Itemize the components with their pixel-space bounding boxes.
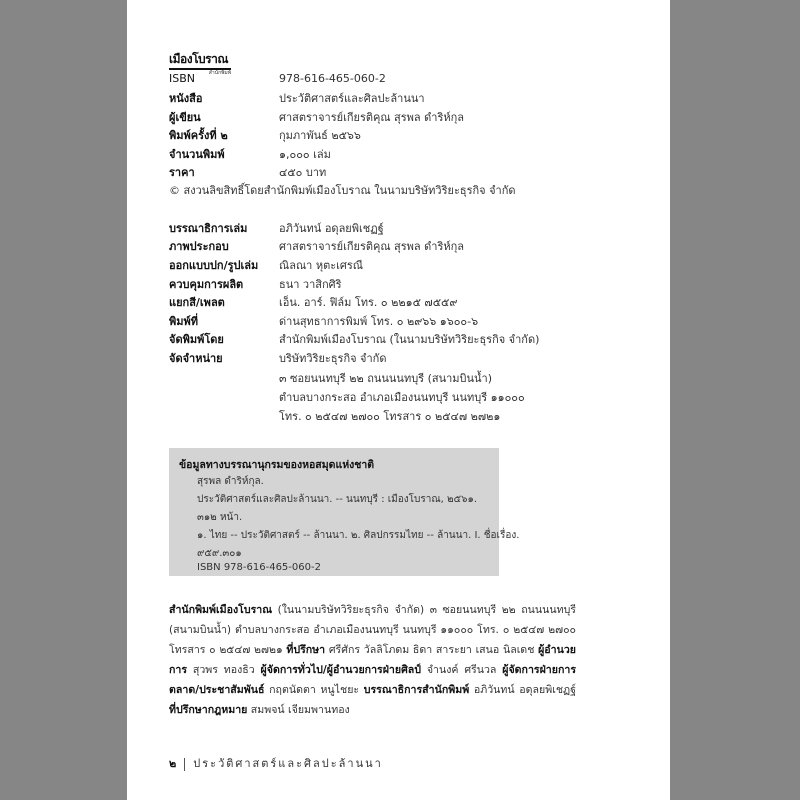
staff-paragraph	[169, 600, 576, 720]
cataloguing-line: ๑. ไทย -- ประวัติศาสตร์ -- ล้านนา. ๒. ศิลปกรรมไทย -- ล้านนา. I. ชื่อเรื่อง.	[197, 530, 520, 541]
copyright-notice: © สงวนลิขสิทธิ์โดยสำนักพิมพ์เมืองโบราณ ในนามบริษัทวิริยะธุรกิจ จำกัด	[169, 184, 516, 197]
credit-label: บรรณาธิการเล่ม	[169, 222, 248, 235]
para-bold: ผู้จัดการฝ่ายการตลาด/ประชาสัมพันธ์	[169, 664, 577, 696]
para-bold: บรรณาธิการสำนักพิมพ์	[363, 684, 470, 696]
cataloguing-line: ISBN 978-616-465-060-2	[197, 562, 321, 573]
info-label: ราคา	[169, 166, 195, 179]
para-text: สมพจน์ เจียมพานทอง	[247, 704, 350, 716]
credit-value: อภิวันทน์ อดุลยพิเชฏฐ์	[279, 222, 384, 235]
credit-value: เอ็น. อาร์. ฟิล์ม โทร. ๐ ๒๒๑๕ ๗๕๕๙	[279, 296, 458, 309]
credit-value: ธนา วาสิกศิริ	[279, 278, 342, 291]
para-text: อภิวันทน์ อดุลยพิเชฏฐ์	[469, 684, 576, 696]
info-label: พิมพ์ครั้งที่ ๒	[169, 129, 228, 142]
info-value: 978-616-465-060-2	[279, 72, 386, 85]
cataloguing-line: ๙๕๙.๓๐๑	[197, 548, 242, 559]
info-label: หนังสือ	[169, 92, 203, 105]
para-bold: สำนักพิมพ์เมืองโบราณ	[169, 604, 273, 616]
page-number: ๒	[169, 757, 177, 770]
book-page	[127, 0, 670, 800]
credit-value: สำนักพิมพ์เมืองโบราณ (ในนามบริษัทวิริยะธุรกิจ จำกัด)	[279, 333, 540, 346]
running-title: ประวัติศาสตร์และศิลปะล้านนา	[193, 757, 383, 770]
info-value: ๑,๐๐๐ เล่ม	[279, 148, 331, 161]
para-text: สุวพร ทองธิว	[187, 664, 261, 676]
cataloguing-box	[169, 448, 520, 576]
info-label: จำนวนพิมพ์	[169, 148, 225, 161]
credit-label: จัดพิมพ์โดย	[169, 333, 224, 346]
cataloguing-line: ๓๑๒ หน้า.	[197, 512, 243, 523]
publisher-logo	[169, 50, 231, 76]
para-bold: ผู้อำนวยการ	[169, 644, 576, 676]
para-text: กฤตนัดตา หนูไชยะ	[264, 684, 364, 696]
credit-label: แยกสี/เพลต	[169, 296, 225, 309]
info-label: ISBN	[169, 72, 196, 85]
footer-divider	[184, 758, 185, 771]
credit-value: ณิลณา หุตะเศรณี	[279, 259, 363, 272]
para-bold: ผู้จัดการทั่วไป/ผู้อำนวยการฝ่ายศิลป์	[260, 664, 422, 676]
credit-label: จัดจำหน่าย	[169, 352, 223, 365]
info-value: ศาสตราจารย์เกียรติคุณ สุรพล ดำริห์กุล	[279, 111, 465, 124]
logo-sub-text: สำนักพิมพ์	[208, 70, 231, 76]
distributor-address-line: ๓ ซอยนนทบุรี ๒๒ ถนนนนทบุรี (สนามบินน้ำ)	[279, 372, 493, 385]
distributor-address-line: ตำบลบางกระสอ อำเภอเมืองนนทบุรี นนทบุรี ๑๑๐๐๐	[279, 391, 525, 404]
page-footer	[169, 754, 383, 772]
distributor-address-line: โทร. ๐ ๒๕๔๗ ๒๗๐๐ โทรสาร ๐ ๒๕๔๗ ๒๗๒๑	[279, 410, 501, 423]
credit-label: พิมพ์ที่	[169, 315, 199, 328]
credit-value: บริษัทวิริยะธุรกิจ จำกัด	[279, 352, 387, 365]
logo-main-text: เมืองโบราณ	[169, 52, 228, 66]
para-text: จำนงค์ ศรีนวล	[421, 664, 503, 676]
credit-label: ภาพประกอบ	[169, 240, 229, 253]
info-value: ประวัติศาสตร์และศิลปะล้านนา	[279, 92, 425, 105]
credit-value: ศาสตราจารย์เกียรติคุณ สุรพล ดำริห์กุล	[279, 240, 465, 253]
info-label: ผู้เขียน	[169, 111, 201, 124]
info-value: กุมภาพันธ์ ๒๕๖๖	[279, 129, 361, 142]
credit-value: ด่านสุทธาการพิมพ์ โทร. ๐ ๒๙๖๖ ๑๖๐๐-๖	[279, 315, 479, 328]
para-bold: ที่ปรึกษากฎหมาย	[169, 704, 248, 716]
cataloguing-heading: ข้อมูลทางบรรณานุกรมของหอสมุดแห่งชาติ	[179, 459, 375, 471]
para-text: ศรีศักร วัลลิโภดม ธิดา สาระยา เสนอ นิลเดช	[325, 644, 539, 656]
para-text: (ในนามบริษัทวิริยะธุรกิจ จำกัด) ๓ ซอยนนทบุรี ๒๒ ถนนนนทบุรี (สนามบินน้ำ) ตำบลบางกระสอ อำเภอเมืองนนทบุรี นนทบุรี ๑๑๐๐๐ โทร. ๐ ๒๕๔๗ ๒๗๐๐ โทรสาร ๐ ๒๕๔๗ ๒๗๒๑	[169, 604, 576, 656]
info-value: ๔๕๐ บาท	[279, 166, 327, 179]
para-bold: ที่ปรึกษา	[286, 644, 326, 656]
cataloguing-line: ประวัติศาสตร์และศิลปะล้านนา. -- นนทบุรี : เมืองโบราณ, ๒๕๖๑.	[197, 494, 478, 505]
cataloguing-line: สุรพล ดำริห์กุล.	[197, 476, 264, 487]
credit-label: ควบคุมการผลิต	[169, 278, 244, 291]
credit-label: ออกแบบปก/รูปเล่ม	[169, 259, 259, 272]
